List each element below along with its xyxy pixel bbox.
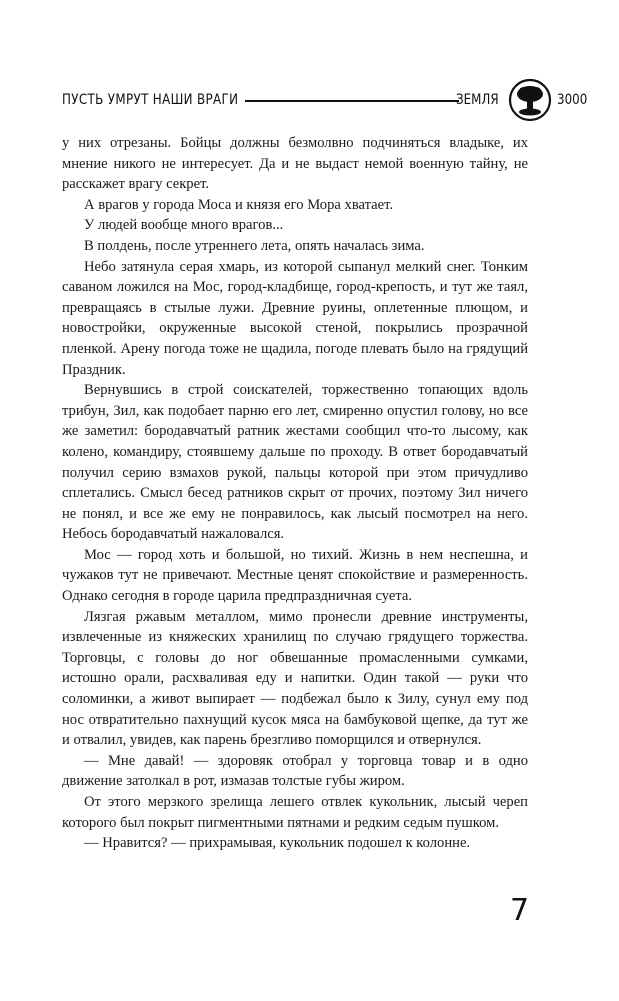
paragraph: А врагов у города Моса и князя его Мора хватает. xyxy=(84,196,394,213)
book-title: ПУСТЬ УМРУТ НАШИ ВРАГИ xyxy=(62,92,239,108)
running-header xyxy=(62,78,588,118)
page-number: 7 xyxy=(510,893,530,928)
paragraph: — Мне давай! — здоровяк отобрал у торговца товар и в одно движение затолкал в рот, измазав толстые губы жиром. xyxy=(62,752,528,790)
paragraph: Лязгая ржавым металлом, мимо пронесли древние инструменты, извлеченные из княжеских хранилищ по случаю грядущего торжества. Торговцы, с головы до ног обвешанные промасленными сумками, истошно орали, расхваливая еду и напитки. Один такой — руки что соломинки, а живот выпирает — подбежал было к Зилу, сунул ему под нос отвратительно пахнущий кусок мяса на бамбуковой щепке, да тут же и отвалил, увидев, как парень брезгливо поморщился и отвернулся. xyxy=(62,608,528,749)
series-number: 3000 xyxy=(557,92,588,108)
mushroom-cloud-logo-icon xyxy=(508,78,552,122)
paragraph: Небо затянула серая хмарь, из которой сыпанул мелкий снег. Тонким саваном ложился на Мос, город-кладбище, город-крепость, и тут же таял, превращаясь в стылые лужи. Древние руины, оплетенные плющом, и новостройки, окруженные высокой стеной, покрылись прозрачной пленкой. Арену погода тоже не щадила, погоде плевать было на грядущий Праздник. xyxy=(62,258,528,378)
series-word: ЗЕМЛЯ xyxy=(456,92,499,108)
paragraph: — Нравится? — прихрамывая, кукольник подошел к колонне. xyxy=(84,835,471,852)
paragraph: В полдень, после утреннего лета, опять началась зима. xyxy=(84,237,425,254)
paragraph: Мос — город хоть и большой, но тихий. Жизнь в нем неспешна, и чужаков тут не привечают. Местные ценят спокойствие и размеренность. Однако сегодня в городе царила предпраздничная суета. xyxy=(62,546,528,605)
paragraph: У людей вообще много врагов... xyxy=(84,217,284,234)
paragraph: Вернувшись в строй соискателей, торжественно топающих вдоль трибун, Зил, как подобает парню его лет, смиренно опустил голову, но все же заметил: бородавчатый ратник жестами сообщил что-то лысому, как колено, командиру, стоявшему дальше по проходу. В ответ бородавчатый получил серию взмахов рукой, пальцы которой при этом причудливо сплетались. Смысл бесед ратников скрыт от прочих, поэтому Зил ничего не понял, и все же ему не понравилось, как лысый посмотрел на него. Небось бородавчатый нажаловался. xyxy=(62,382,528,543)
body-text xyxy=(62,133,528,854)
header-rule xyxy=(245,100,459,102)
paragraph: у них отрезаны. Бойцы должны безмолвно подчиняться владыке, их мнение никого не интересует. Да и не выдаст немой военную тайну, не расскажет врагу секрет. xyxy=(62,135,528,193)
paragraph: От этого мерзкого зрелища лешего отвлек кукольник, лысый череп которого был покрыт пигментными пятнами и редким седым пушком. xyxy=(62,794,528,831)
